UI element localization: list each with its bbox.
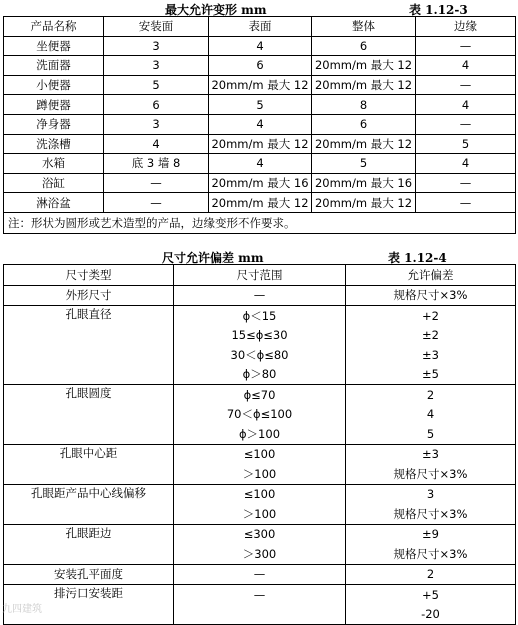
table-cell: 3	[104, 56, 209, 76]
column-header: 尺寸范围	[174, 265, 346, 286]
table-cell: 6	[312, 36, 416, 56]
table-cell: —	[104, 173, 209, 193]
table-cell: 4	[416, 95, 516, 115]
table-cell: 4	[209, 36, 312, 56]
dimension-type-cell: 孔眼直径	[4, 306, 174, 385]
table-cell: 4	[416, 56, 516, 76]
product-name-cell: 小便器	[4, 75, 104, 95]
range-cell	[174, 605, 346, 625]
table-cell: 20mm/m 最大 12	[312, 134, 416, 154]
column-header: 产品名称	[4, 17, 104, 37]
range-cell: —	[174, 585, 346, 605]
product-name-cell: 洗涤槽	[4, 134, 104, 154]
tolerance-cell: 3	[346, 484, 516, 504]
tolerance-cell: 4	[346, 405, 516, 425]
range-cell: ≤300	[174, 524, 346, 544]
note-row	[4, 212, 516, 233]
table-cell: —	[416, 114, 516, 134]
dimension-type-cell: 孔眼中心距	[4, 444, 174, 484]
table2-number: 表 1.12-4	[388, 251, 447, 265]
table-row	[4, 306, 516, 326]
range-cell: ＞100	[174, 504, 346, 524]
table-row	[4, 36, 516, 56]
table-cell: 3	[104, 114, 209, 134]
table-cell: 20mm/m 最大 12	[209, 75, 312, 95]
table-cell: —	[416, 36, 516, 56]
table-cell: 4	[416, 154, 516, 174]
tolerance-cell: 规格尺寸×3%	[346, 464, 516, 484]
dimension-type-cell: 外形尺寸	[4, 285, 174, 306]
tolerance-cell: 2	[346, 564, 516, 585]
tolerance-cell: 规格尺寸×3%	[346, 285, 516, 306]
dimension-type-cell: 孔眼圆度	[4, 385, 174, 445]
column-header: 表面	[209, 17, 312, 37]
tolerance-cell: +5	[346, 585, 516, 605]
range-cell: ϕ≤70	[174, 385, 346, 405]
range-cell: ≤100	[174, 444, 346, 464]
table-cell: 20mm/m 最大 12	[209, 193, 312, 213]
table-cell: 20mm/m 最大 12	[312, 75, 416, 95]
watermark: 九四建筑	[2, 604, 42, 615]
range-cell: ≤100	[174, 484, 346, 504]
table-row	[4, 484, 516, 504]
product-name-cell: 净身器	[4, 114, 104, 134]
tolerance-cell: 2	[346, 385, 516, 405]
table-cell: —	[416, 193, 516, 213]
table-row	[4, 56, 516, 76]
range-cell: 70＜ϕ≤100	[174, 405, 346, 425]
column-header: 整体	[312, 17, 416, 37]
table-row	[4, 564, 516, 585]
product-name-cell: 洗面器	[4, 56, 104, 76]
tolerance-cell: ±3	[346, 444, 516, 464]
table-cell: 5	[209, 95, 312, 115]
dimension-type-cell: 排污口安装距	[4, 585, 174, 625]
product-name-cell: 蹲便器	[4, 95, 104, 115]
table-cell: 3	[104, 36, 209, 56]
table2-title: 尺寸允许偏差 mm	[162, 251, 264, 265]
table-cell: 4	[209, 114, 312, 134]
table1-number: 表 1.12-3	[409, 3, 468, 17]
tolerance-cell: -20	[346, 605, 516, 625]
tolerance-cell: 5	[346, 424, 516, 444]
table1-title: 最大允许变形 mm	[165, 3, 267, 17]
table-cell: 5	[416, 134, 516, 154]
tolerance-cell: ±3	[346, 345, 516, 365]
table-cell: —	[104, 193, 209, 213]
table-cell: 底 3 墙 8	[104, 154, 209, 174]
tolerance-cell: +2	[346, 306, 516, 326]
column-header: 边缘	[416, 17, 516, 37]
tolerance-cell: 规格尺寸×3%	[346, 544, 516, 564]
table-cell: —	[416, 75, 516, 95]
range-cell: —	[174, 285, 346, 306]
table-row	[4, 524, 516, 544]
table-cell: 6	[104, 95, 209, 115]
table-row	[4, 114, 516, 134]
table-row	[4, 385, 516, 405]
table-cell: 20mm/m 最大 12	[312, 56, 416, 76]
table-cell: 4	[104, 134, 209, 154]
tolerance-table	[3, 264, 516, 625]
column-header: 安装面	[104, 17, 209, 37]
table-cell: 6	[209, 56, 312, 76]
table-row	[4, 95, 516, 115]
range-cell: ϕ＞80	[174, 365, 346, 385]
table-row	[4, 285, 516, 306]
range-cell: 15≤ϕ≤30	[174, 326, 346, 346]
deformation-table	[3, 16, 516, 234]
range-cell: —	[174, 564, 346, 585]
table-cell: 20mm/m 最大 12	[209, 134, 312, 154]
table-cell: 20mm/m 最大 12	[312, 193, 416, 213]
table-row	[4, 193, 516, 213]
table-row	[4, 444, 516, 464]
dimension-type-cell: 安装孔平面度	[4, 564, 174, 585]
range-cell: 30＜ϕ≤80	[174, 345, 346, 365]
product-name-cell: 浴缸	[4, 173, 104, 193]
table-cell: 5	[312, 154, 416, 174]
table-cell: 8	[312, 95, 416, 115]
range-cell: ＞100	[174, 464, 346, 484]
range-cell: ϕ＞100	[174, 424, 346, 444]
table-cell: 20mm/m 最大 16	[209, 173, 312, 193]
product-name-cell: 淋浴盆	[4, 193, 104, 213]
tolerance-cell: 规格尺寸×3%	[346, 504, 516, 524]
column-header: 尺寸类型	[4, 265, 174, 286]
table-row	[4, 75, 516, 95]
table-row	[4, 585, 516, 605]
range-cell: ϕ＜15	[174, 306, 346, 326]
table-cell: 4	[209, 154, 312, 174]
dimension-type-cell: 孔眼距产品中心线偏移	[4, 484, 174, 524]
table-cell: —	[416, 173, 516, 193]
table-cell: 20mm/m 最大 16	[312, 173, 416, 193]
table-cell: 6	[312, 114, 416, 134]
tolerance-cell: ±2	[346, 326, 516, 346]
dimension-type-cell: 孔眼距边	[4, 524, 174, 564]
table-cell: 5	[104, 75, 209, 95]
tolerance-cell: ±9	[346, 524, 516, 544]
tolerance-cell: ±5	[346, 365, 516, 385]
column-header: 允许偏差	[346, 265, 516, 286]
product-name-cell: 坐便器	[4, 36, 104, 56]
product-name-cell: 水箱	[4, 154, 104, 174]
table-row	[4, 154, 516, 174]
table-row	[4, 173, 516, 193]
table-row	[4, 134, 516, 154]
range-cell: ＞300	[174, 544, 346, 564]
table-note: 注：形状为圆形或艺术造型的产品，边缘变形不作要求。	[4, 212, 516, 233]
